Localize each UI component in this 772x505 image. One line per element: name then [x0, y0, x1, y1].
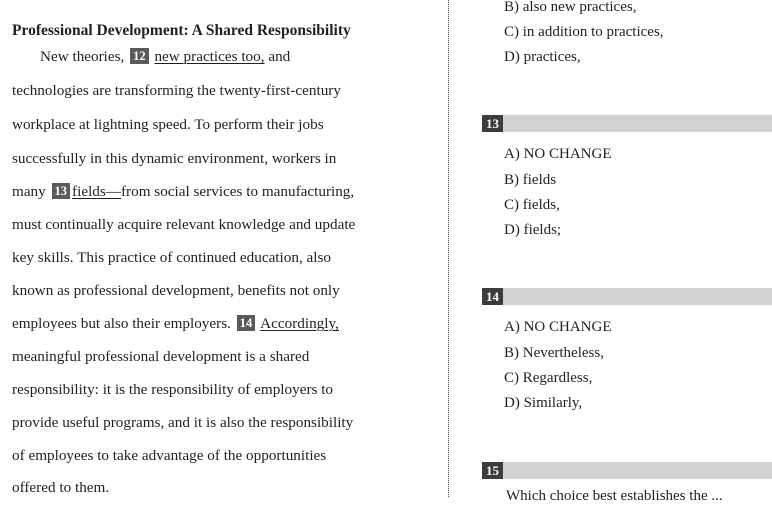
question-marker-14[interactable]: 14: [237, 315, 256, 331]
q14-option-d[interactable]: D) Similarly,: [504, 395, 583, 411]
q12-option-c[interactable]: C) in addition to practices,: [504, 24, 664, 40]
passage-line-6: must continually acquire relevant knowledge and update: [12, 216, 356, 233]
question-header-15: [482, 462, 772, 479]
q14-option-a[interactable]: A) NO CHANGE: [504, 319, 612, 335]
passage-text: New theories,: [40, 48, 125, 65]
passage-text: and: [268, 48, 291, 65]
passage-line-13: of employees to take advantage of the opportunities: [12, 447, 327, 464]
passage-title: Professional Development: A Shared Responsibility: [12, 22, 351, 39]
q12-option-b[interactable]: B) also new practices,: [504, 0, 637, 15]
q13-option-a[interactable]: A) NO CHANGE: [504, 146, 612, 162]
passage-line-8: known as professional development, benefits not only: [12, 282, 340, 299]
question-number-15: 15: [482, 462, 503, 479]
question-header-14: [482, 288, 772, 305]
question-marker-13[interactable]: 13: [52, 183, 71, 199]
q13-option-b[interactable]: B) fields: [504, 172, 557, 188]
passage-line-12: provide useful programs, and it is also the responsibility: [12, 414, 354, 431]
q13-option-c[interactable]: C) fields,: [504, 197, 560, 213]
passage-text: employees but also their employers.: [12, 315, 231, 332]
underlined-phrase-12[interactable]: new practices too,: [154, 48, 265, 65]
underlined-phrase-13[interactable]: fields—: [72, 183, 121, 200]
q12-option-d[interactable]: D) practices,: [504, 49, 581, 65]
passage-line-11: responsibility: it is the responsibility of employers to: [12, 381, 334, 398]
column-divider: [448, 0, 449, 497]
passage-text: many: [12, 183, 46, 200]
passage-line-1: [40, 48, 290, 66]
q13-option-d[interactable]: D) fields;: [504, 222, 562, 238]
underlined-phrase-14[interactable]: Accordingly,: [260, 315, 339, 332]
passage-line-7: key skills. This practice of continued education, also: [12, 249, 331, 266]
question-header-13: [482, 115, 772, 132]
passage-line-5: [12, 183, 354, 201]
passage-line-4: successfully in this dynamic environment, workers in: [12, 150, 337, 167]
question-marker-12[interactable]: 12: [130, 48, 149, 64]
passage-line-10: meaningful professional development is a shared: [12, 348, 310, 365]
question-number-14: 14: [482, 288, 503, 305]
passage-line-2: technologies are transforming the twenty-first-century: [12, 82, 341, 99]
q14-option-b[interactable]: B) Nevertheless,: [504, 345, 604, 361]
q15-prompt: Which choice best establishes the ...: [506, 488, 723, 504]
question-number-13: 13: [482, 115, 503, 132]
passage-line-3: workplace at lightning speed. To perform their jobs: [12, 116, 324, 133]
q14-option-c[interactable]: C) Regardless,: [504, 370, 593, 386]
passage-text: from social services to manufacturing,: [120, 183, 355, 200]
passage-line-14: offered to them.: [12, 479, 110, 496]
passage-line-9: [12, 315, 339, 333]
